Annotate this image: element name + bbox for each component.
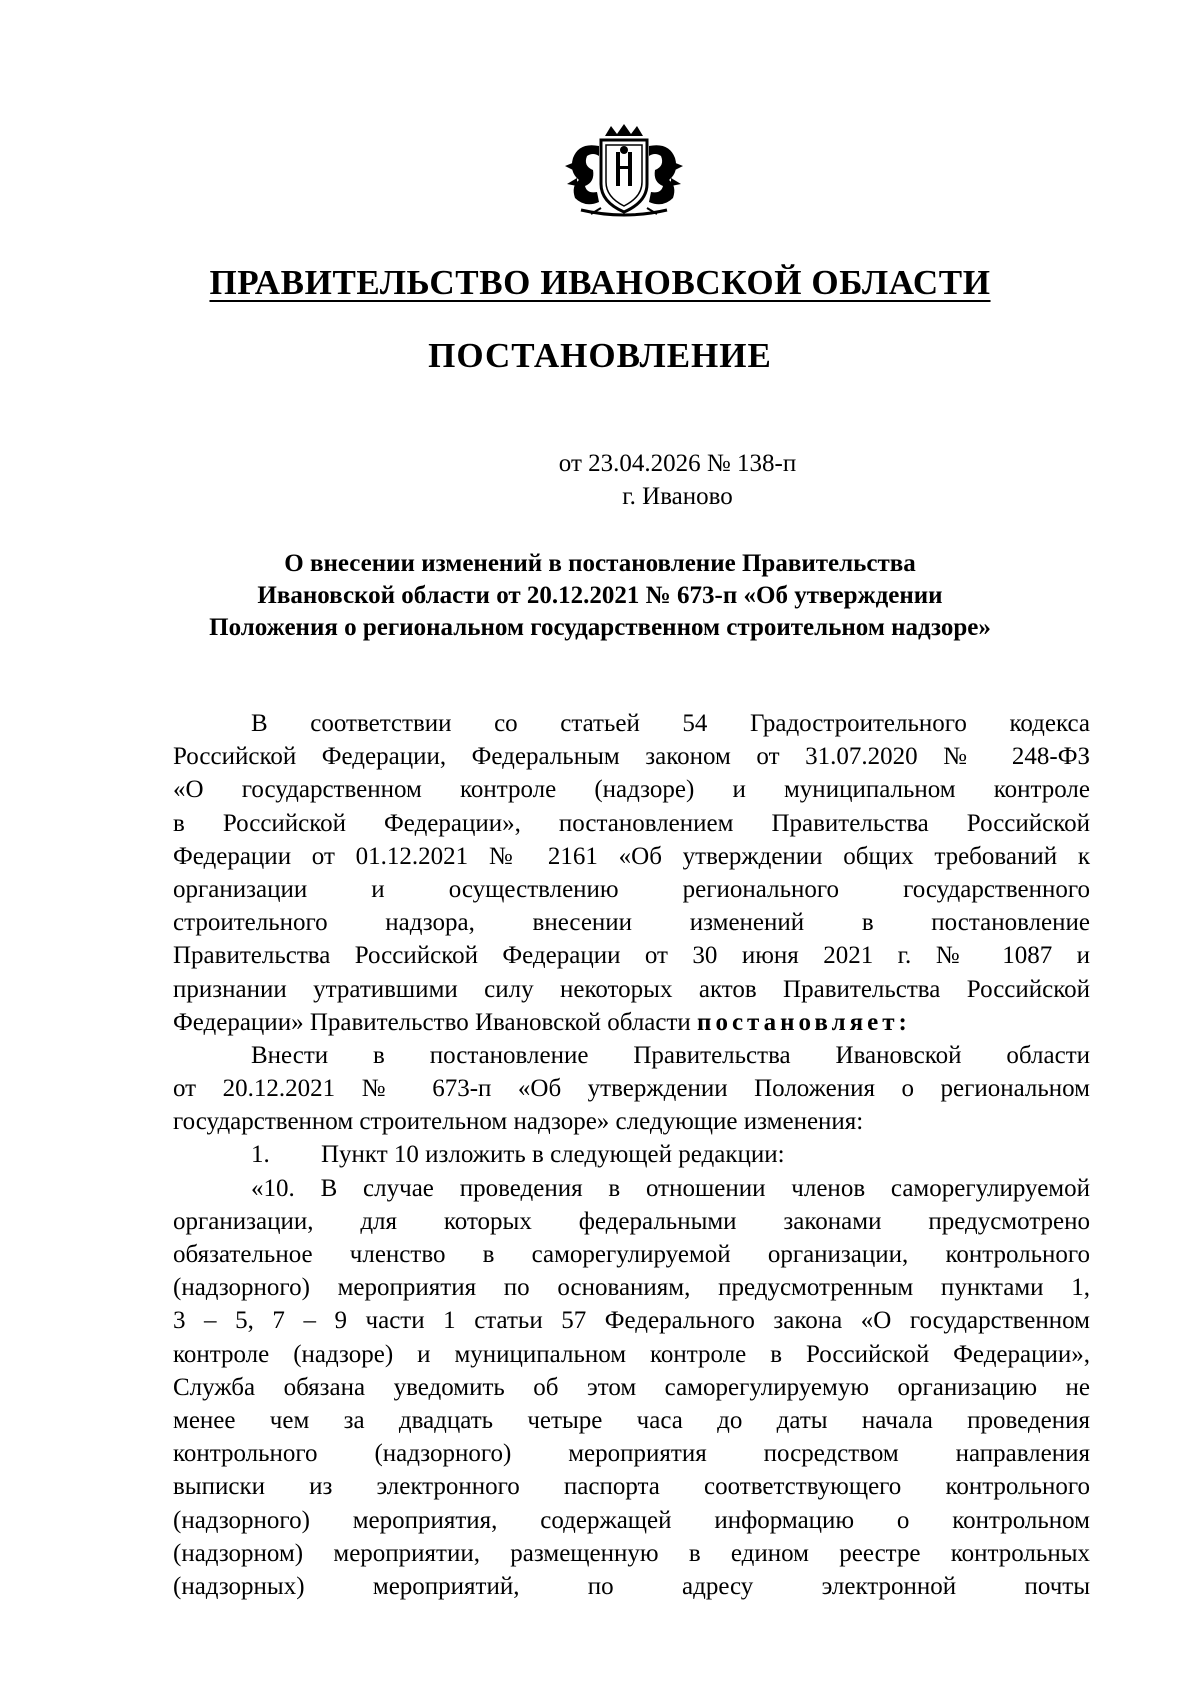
body-line: (надзорных) мероприятий, по адресу электронной почты: [173, 1572, 1090, 1600]
body-line: «О государственном контроле (надзоре) и муниципальном контроле: [173, 776, 1090, 804]
body-line: (надзорного) мероприятия по основаниям, предусмотренным пунктами 1,: [173, 1274, 1090, 1302]
body-line: (надзорном) мероприятии, размещенную в едином реестре контрольных: [173, 1539, 1090, 1567]
body-line: организации, для которых федеральными законами предусмотрено: [173, 1207, 1090, 1235]
subject-line: Положения о региональном государственном строительном надзоре»: [209, 614, 991, 641]
body-line: выписки из электронного паспорта соответствующего контрольного: [173, 1473, 1090, 1501]
list-item: [173, 1138, 1090, 1171]
body-line: контроле (надзоре) и муниципальном контроле в Российской Федерации»,: [173, 1340, 1090, 1368]
decree-word: постановляет:: [697, 1008, 911, 1036]
body-line: обязательное членство в саморегулируемой организации, контрольного: [173, 1241, 1090, 1268]
organization-title: ПРАВИТЕЛЬСТВО ИВАНОВСКОЙ ОБЛАСТИ: [209, 263, 991, 302]
item-text: Пункт 10 изложить в следующей редакции:: [321, 1141, 785, 1169]
item-number: 1.: [251, 1141, 270, 1169]
subject-line: О внесении изменений в постановление Правительства: [284, 550, 916, 577]
body-line: от 20.12.2021 № 673-п «Об утверждении Положения о региональном: [173, 1075, 1090, 1103]
body-line: 3 – 5, 7 – 9 части 1 статьи 57 Федерального закона «О государственном: [173, 1307, 1090, 1335]
document-body: [173, 707, 1090, 1603]
body-line: «10. В случае проведения в отношении членов саморегулируемой: [251, 1174, 1090, 1202]
body-line: признании утратившими силу некоторых актов Правительства Российской: [173, 975, 1090, 1003]
body-line: контрольного (надзорного) мероприятия посредством направления: [173, 1440, 1090, 1468]
body-line: В соответствии со статьей 54 Градостроительного кодекса: [251, 710, 1090, 737]
body-line: в Российской Федерации», постановлением Правительства Российской: [173, 809, 1090, 837]
document-type: ПОСТАНОВЛЕНИЕ: [428, 336, 772, 375]
body-line: Внести в постановление Правительства Ивановской области: [251, 1041, 1090, 1069]
document-subject: [150, 548, 1050, 644]
city: г. Иваново: [622, 483, 733, 510]
body-line: Правительства Российской Федерации от 30 июня 2021 г. № 1087 и: [173, 942, 1090, 970]
subject-line: Ивановской области от 20.12.2021 № 673-п «Об утверждении: [257, 582, 943, 609]
body-line: (надзорного) мероприятия, содержащей информацию о контрольном: [173, 1506, 1090, 1534]
date-and-number: от 23.04.2026 № 138-п: [558, 450, 797, 477]
body-line: [173, 1006, 1090, 1039]
body-line: менее чем за двадцать четыре часа до даты начала проведения: [173, 1406, 1090, 1434]
body-line: государственном строительном надзоре» следующие изменения:: [173, 1108, 864, 1136]
body-line: организации и осуществлению регионального государственного: [173, 875, 1090, 903]
preamble-last-text: Федерации» Правительство Ивановской области: [173, 1008, 691, 1036]
coat-of-arms-icon: [561, 122, 687, 220]
body-line: Служба обязана уведомить об этом саморегулируемую организацию не: [173, 1373, 1090, 1401]
document-meta: [0, 447, 1200, 513]
body-line: Федерации от 01.12.2021 № 2161 «Об утверждении общих требований к: [173, 842, 1090, 870]
body-line: строительного надзора, внесении изменений в постановление: [173, 909, 1090, 937]
body-line: Российской Федерации, Федеральным законом от 31.07.2020 № 248-ФЗ: [173, 743, 1090, 771]
